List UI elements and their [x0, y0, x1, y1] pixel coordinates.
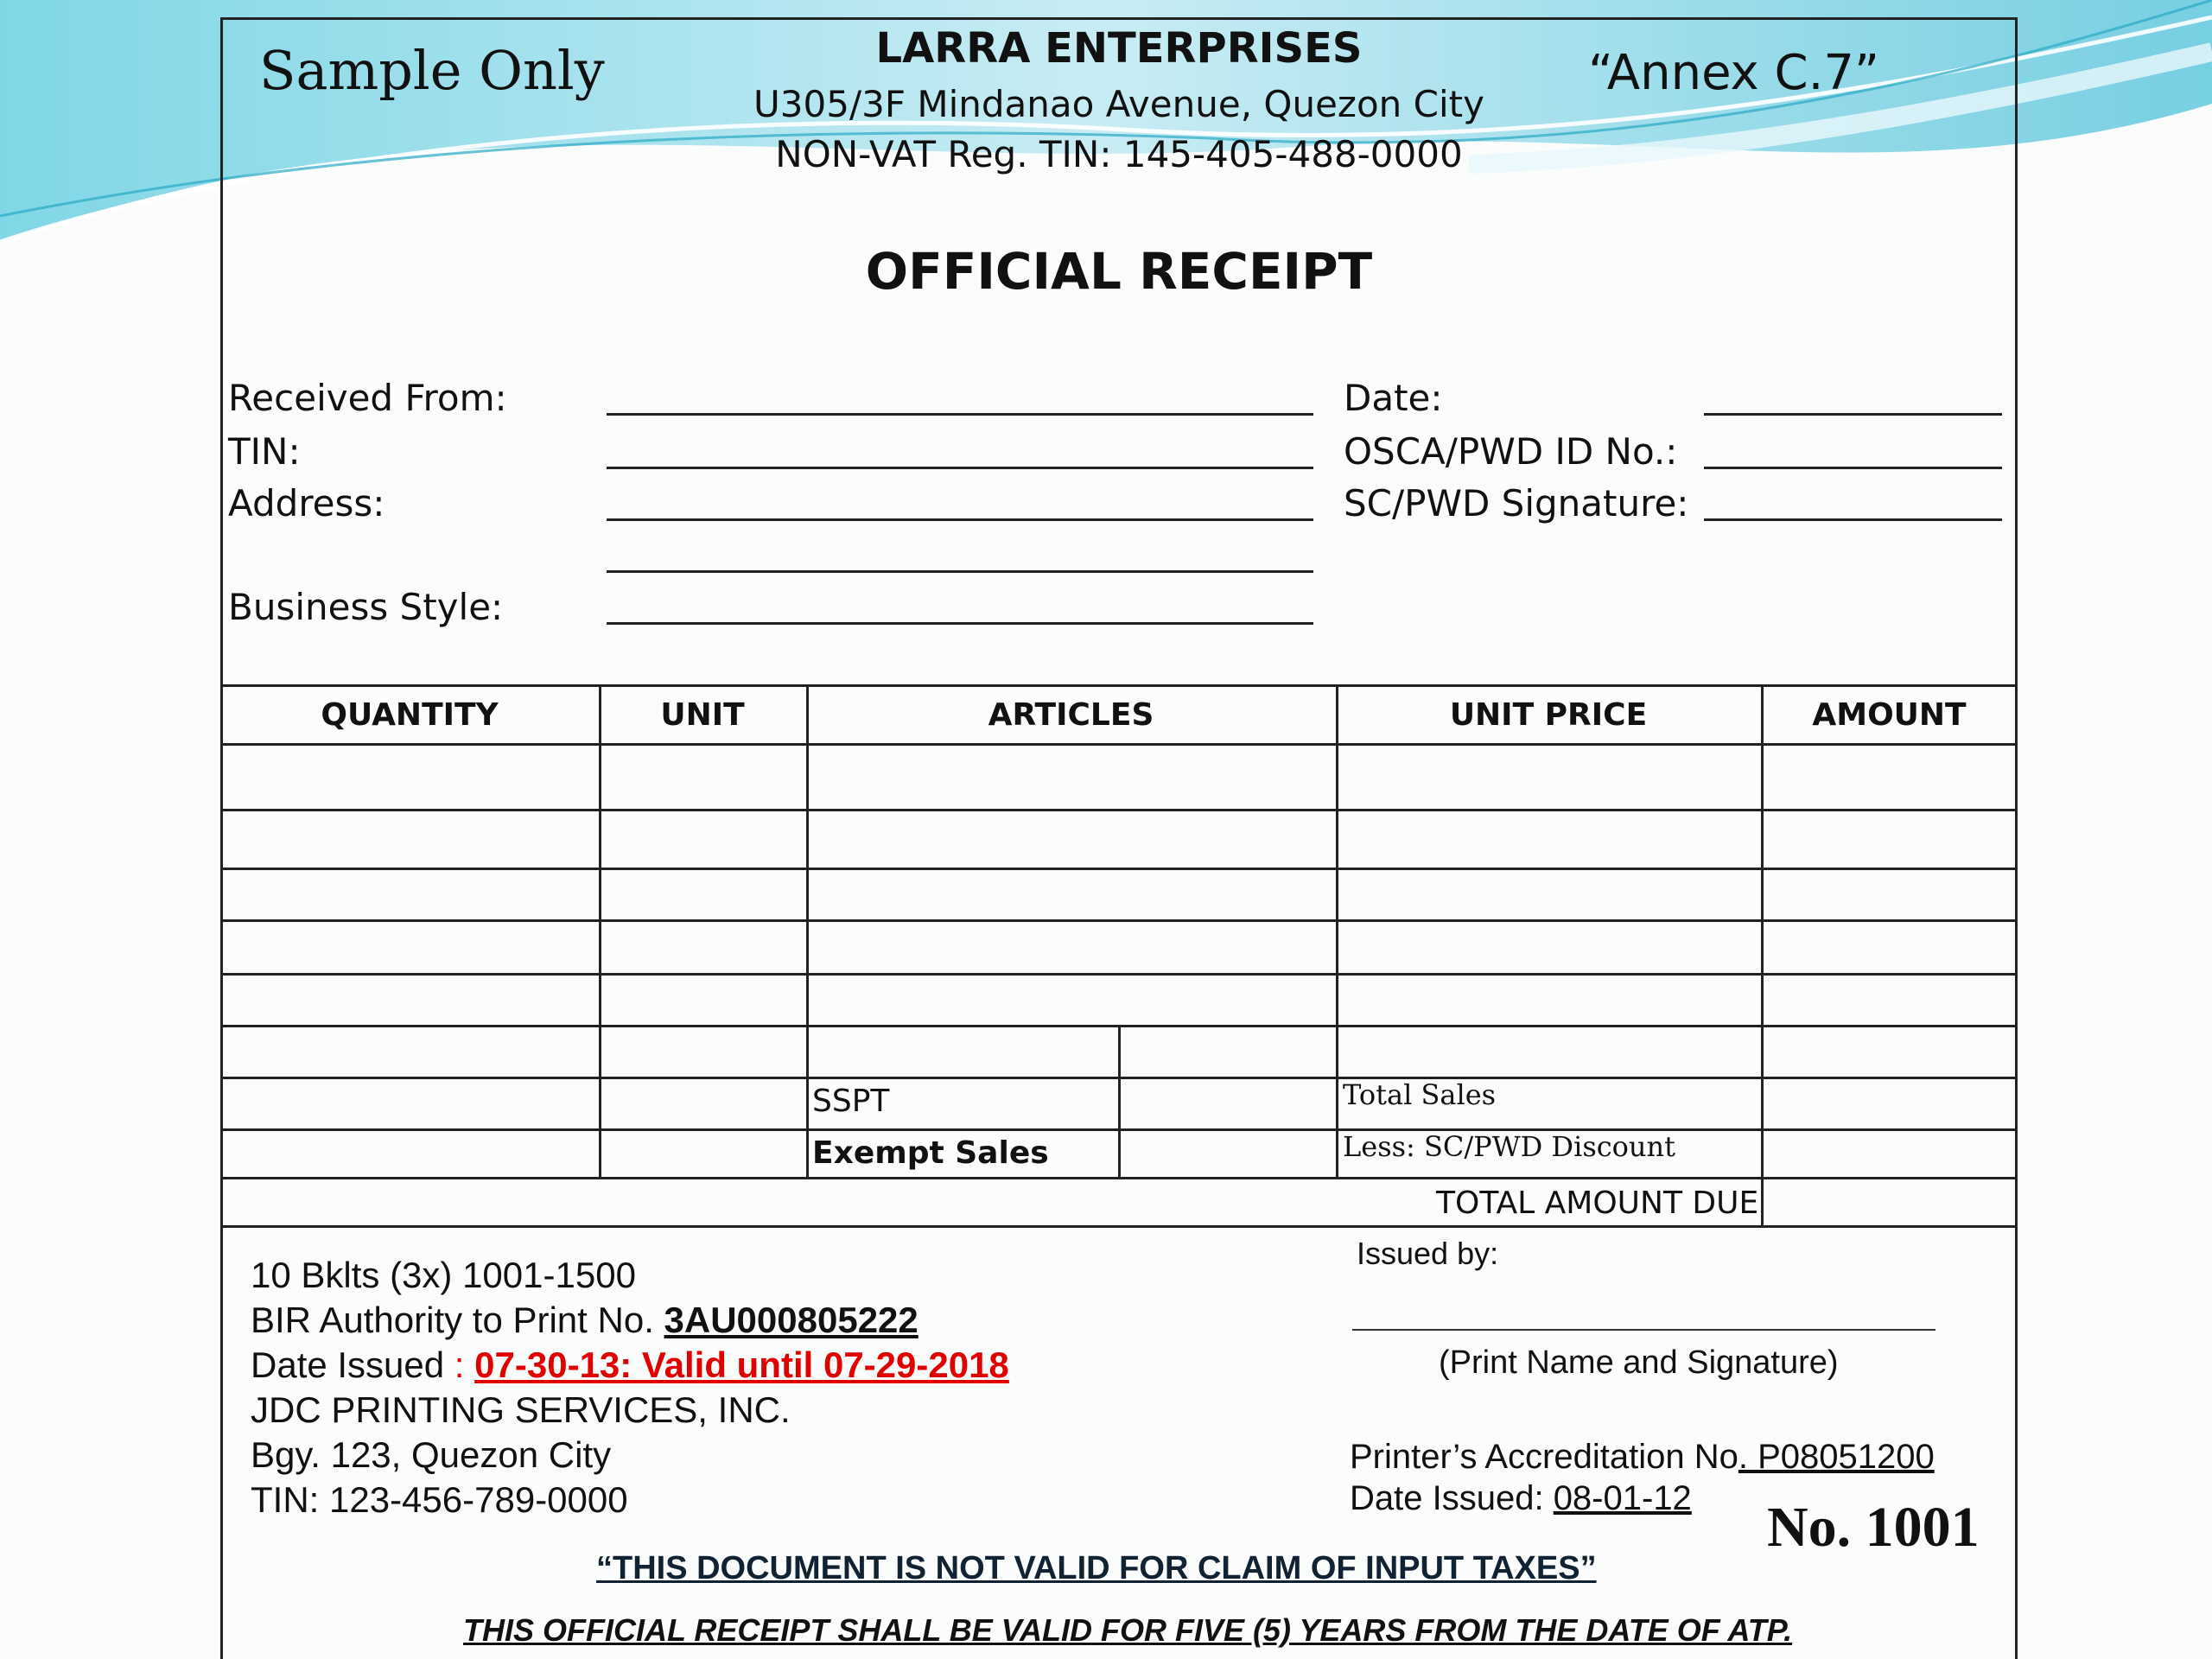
- table-col-divider: [1118, 1025, 1121, 1177]
- company-tin: NON-VAT Reg. TIN: 145-405-488-0000: [775, 133, 1463, 175]
- discount-label: Less: SC/PWD Discount: [1343, 1130, 1675, 1163]
- date-label: Date:: [1344, 377, 1443, 419]
- document-title: OFFICIAL RECEIPT: [865, 242, 1373, 301]
- accreditation-date-value: 08-01-12: [1553, 1479, 1692, 1517]
- printer-tin: TIN: 123-456-789-0000: [251, 1479, 628, 1520]
- table-rule: [220, 743, 2018, 746]
- col-articles: ARTICLES: [988, 697, 1154, 733]
- tin-line[interactable]: [607, 467, 1313, 469]
- sc-pwd-signature-label: SC/PWD Signature:: [1344, 482, 1689, 524]
- tin-label: TIN:: [228, 430, 301, 473]
- total-amount-due-label: TOTAL AMOUNT DUE: [1436, 1185, 1759, 1221]
- osca-pwd-id-label: OSCA/PWD ID No.:: [1344, 430, 1678, 473]
- col-quantity: QUANTITY: [321, 697, 499, 733]
- received-from-line[interactable]: [607, 413, 1313, 416]
- total-sales-label: Total Sales: [1343, 1078, 1497, 1111]
- date-issued-label: Date Issued: [251, 1344, 445, 1385]
- booklet-range: 10 Bklts (3x) 1001-1500: [251, 1255, 636, 1295]
- table-rule: [220, 919, 2018, 922]
- address-label: Address:: [228, 482, 385, 524]
- receipt-serial-number: No. 1001: [1767, 1496, 1980, 1559]
- date-line[interactable]: [1704, 413, 2002, 416]
- exempt-sales-label: Exempt Sales: [812, 1135, 1049, 1171]
- sspt-label: SSPT: [812, 1084, 890, 1119]
- date-issued-separator: :: [444, 1344, 475, 1385]
- accreditation-line: [1350, 1438, 1935, 1477]
- date-issued-validity: 07-30-13: Valid until 07-29-2018: [474, 1344, 1009, 1385]
- table-col-divider: [1336, 684, 1338, 1177]
- col-unit-price: UNIT PRICE: [1449, 697, 1648, 733]
- issuer-signature-line[interactable]: [1352, 1329, 1936, 1331]
- bir-authority-label: BIR Authority to Print No.: [251, 1300, 664, 1340]
- address-line[interactable]: [607, 518, 1313, 521]
- bir-authority-number: 3AU000805222: [664, 1300, 918, 1340]
- table-rule: [220, 868, 2018, 870]
- accreditation-label: Printer’s Accreditation No: [1350, 1438, 1738, 1476]
- sample-only-label: Sample Only: [259, 39, 605, 102]
- signature-caption: (Print Name and Signature): [1439, 1344, 1839, 1381]
- address-line-2[interactable]: [607, 570, 1313, 573]
- business-style-label: Business Style:: [228, 586, 504, 628]
- table-rule: [220, 809, 2018, 811]
- input-tax-notice: “THIS DOCUMENT IS NOT VALID FOR CLAIM OF INPUT TAXES”: [596, 1550, 1597, 1586]
- osca-pwd-id-line[interactable]: [1704, 467, 2002, 469]
- table-rule: [220, 973, 2018, 976]
- table-col-divider: [599, 684, 601, 1177]
- company-address: U305/3F Mindanao Avenue, Quezon City: [753, 83, 1484, 125]
- sc-pwd-signature-line[interactable]: [1704, 518, 2002, 521]
- col-unit: UNIT: [660, 697, 745, 733]
- printer-name: JDC PRINTING SERVICES, INC.: [251, 1389, 791, 1430]
- col-amount: AMOUNT: [1812, 697, 1967, 733]
- company-name: LARRA ENTERPRISES: [875, 24, 1363, 73]
- issued-by-label: Issued by:: [1357, 1236, 1499, 1271]
- date-issued-line: [251, 1344, 1009, 1386]
- bir-authority-line: [251, 1300, 918, 1341]
- table-rule: [220, 1177, 2018, 1179]
- validity-notice: THIS OFFICIAL RECEIPT SHALL BE VALID FOR FIVE (5) YEARS FROM THE DATE OF ATP.: [463, 1612, 1793, 1648]
- accreditation-date-line: [1350, 1479, 1692, 1518]
- table-col-divider: [1761, 684, 1764, 1225]
- table-rule: [220, 1225, 2018, 1228]
- business-style-line[interactable]: [607, 622, 1313, 625]
- annex-label: “Annex C.7”: [1588, 45, 1880, 101]
- printer-address: Bgy. 123, Quezon City: [251, 1434, 612, 1475]
- received-from-label: Received From:: [228, 377, 507, 419]
- accreditation-date-label: Date Issued:: [1350, 1479, 1554, 1517]
- accreditation-number: . P08051200: [1738, 1438, 1935, 1476]
- table-rule: [220, 684, 2018, 687]
- table-col-divider: [806, 684, 809, 1177]
